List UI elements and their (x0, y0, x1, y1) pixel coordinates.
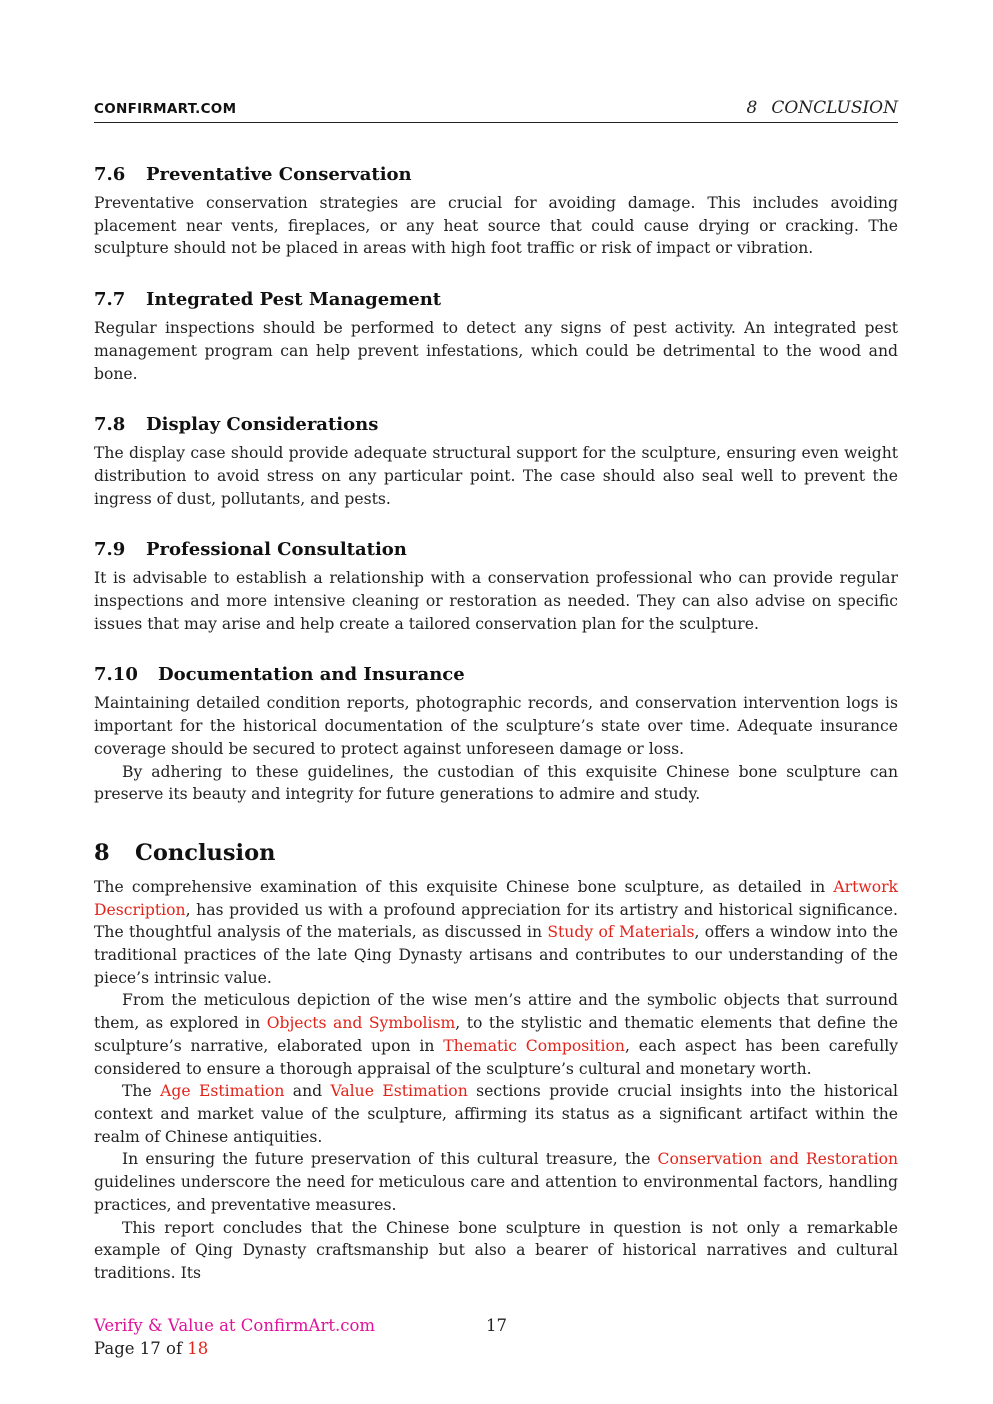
subsection-title-7-7 (94, 285, 898, 317)
subsection-title-7-10 (94, 660, 898, 692)
paragraph: Preventative conservation strategies are crucial for avoiding damage. This includes avoiding placement near vents, fireplaces, or any heat source that could cause drying or cracking. The sculpture should not be placed in areas with high foot traffic or risk of impact or vibration. (94, 194, 898, 258)
verify-value-link[interactable]: Verify & Value at ConfirmArt.com (94, 1316, 376, 1335)
subsection-name: Integrated Pest Management (146, 289, 442, 311)
subsection-name: Documentation and Insurance (158, 664, 465, 686)
section-number: 8 (94, 839, 110, 866)
subsection-number: 7.8 (94, 414, 126, 436)
section-title-conclusion (94, 836, 898, 876)
paragraph: By adhering to these guidelines, the custodian of this exquisite Chinese bone sculpture can preserve its beauty and integrity for future generations to admire and study. (94, 762, 898, 804)
paragraph: The Age Estimation and Value Estimation sections provide crucial insights into the historical context and market value of the sculpture, affirming its status as a significant artifact within the realm of Chinese antiquities. (94, 1082, 898, 1146)
subsection-number: 7.9 (94, 539, 126, 561)
link-study-of-materials[interactable]: Study of Materials (547, 923, 695, 942)
subsection-name: Preventative Conservation (146, 164, 412, 185)
subsection-number: 7.10 (94, 664, 138, 686)
paragraph: Maintaining detailed condition reports, photographic records, and conservation intervention logs is important for the historical documentation of the sculpture’s state over time. Adequate insurance coverage should be secured to protect against unforeseen damage or loss. (94, 694, 898, 758)
subsection-title-7-6 (94, 160, 898, 192)
running-section-number: 8 (746, 98, 758, 118)
subsection-name: Professional Consultation (146, 539, 407, 561)
paragraph: The comprehensive examination of this exquisite Chinese bone sculpture, as detailed in Artwork Description, has provided us with a profound appreciation for its artistry and historical significance. The thoughtful analysis of the materials, as discussed in Study of Materials, offers a window into the traditional practices of the late Qing Dynasty artisans and contributes to our understanding of the piece’s intrinsic value. (94, 877, 898, 987)
subsection-number: 7.7 (94, 289, 126, 311)
page-number: 17 (486, 1316, 507, 1335)
paragraph: It is advisable to establish a relationship with a conservation professional who can provide regular inspections and more intensive cleaning or restoration as needed. They can also advise on specific issues that may arise and help create a tailored conservation plan for the sculpture. (94, 569, 898, 633)
paragraph: This report concludes that the Chinese bone sculpture in question is not only a remarkable example of Qing Dynasty craftsmanship but also a bearer of historical narratives and cultural traditions. Its (94, 1218, 898, 1282)
paragraph: The display case should provide adequate structural support for the sculpture, ensuring even weight distribution to avoid stress on any particular point. The case should also seal well to prevent the ingress of dust, pollutants, and pests. (94, 444, 898, 508)
page-content (94, 160, 898, 1285)
paragraph: In ensuring the future preservation of this cultural treasure, the Conservation and Restoration guidelines underscore the need for meticulous care and attention to environmental factors, handling practices, and preventative measures. (94, 1150, 898, 1214)
subsection-title-7-9 (94, 535, 898, 567)
running-section-title (746, 98, 898, 118)
link-conservation-and-restoration[interactable]: Conservation and Restoration (657, 1150, 898, 1169)
total-pages-link[interactable]: 18 (187, 1339, 209, 1358)
paragraph: Regular inspections should be performed to detect any signs of pest activity. An integrated pest management program can help prevent infestations, which could be detrimental to the wood and bone. (94, 319, 898, 383)
section-name: Conclusion (135, 839, 276, 866)
running-section-name: CONCLUSION (771, 98, 898, 118)
page-count: Page 17 of 18 (94, 1339, 209, 1358)
subsection-name: Display Considerations (146, 414, 379, 436)
subsection-title-7-8 (94, 410, 898, 442)
running-header (94, 97, 898, 123)
link-age-estimation[interactable]: Age Estimation (160, 1082, 285, 1101)
link-value-estimation[interactable]: Value Estimation (330, 1082, 468, 1101)
confirmart-logo[interactable]: CONFIRMART.COM (94, 101, 237, 117)
subsection-number: 7.6 (94, 164, 126, 185)
paragraph: From the meticulous depiction of the wise men’s attire and the symbolic objects that surround them, as explored in Objects and Symbolism, to the stylistic and thematic elements that define the sculpture’s narrative, elaborated upon in Thematic Composition, each aspect has been carefully considered to ensure a thorough appraisal of the sculpture’s cultural and monetary worth. (94, 991, 899, 1078)
link-artwork-description[interactable]: Artwork Description (94, 877, 898, 919)
link-objects-and-symbolism[interactable]: Objects and Symbolism (266, 1014, 456, 1033)
link-thematic-composition[interactable]: Thematic Composition (443, 1036, 625, 1055)
